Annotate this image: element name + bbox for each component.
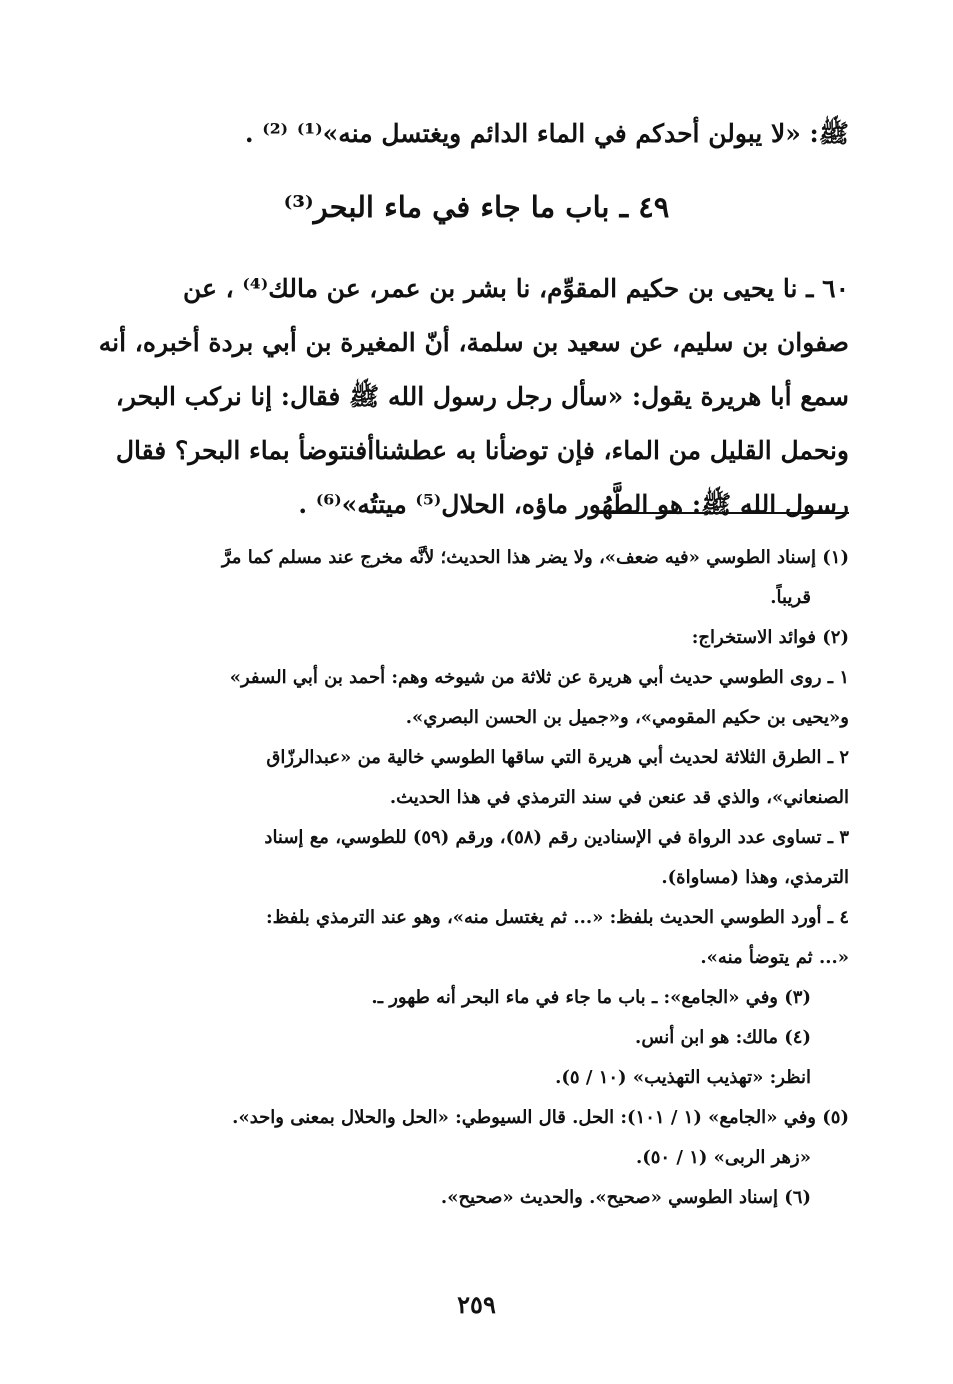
hadith-line: رسول الله ﷺ: هو الطَّهُور ماؤه، الحلال⁽⁵⁾ ميتتُه»⁽⁶⁾ .	[298, 490, 849, 519]
footnote-line: (١) إسناد الطوسي «فيه ضعف»، ولا يضر هذا الحديث؛ لأنَّه مخرج عند مسلم كما مرَّ	[221, 547, 849, 568]
footnote-6	[127, 1178, 849, 1218]
footnote-3	[127, 978, 849, 1018]
footnote-2	[127, 618, 849, 658]
footnote-line: (٥) وفي «الجامع» (١ / ١٠١): الحل. قال السيوطي: «الحل والحلال بمعنى واحد».	[232, 1107, 849, 1128]
hadith-end-line: ﷺ: «لا يبولن أحدكم في الماء الدائم ويغتسل منه»⁽¹⁾ ⁽²⁾ .	[244, 119, 849, 148]
benefit-1	[127, 658, 849, 738]
footnote-4-ref	[127, 1058, 849, 1098]
page-number: ٢٥٩	[457, 1290, 496, 1319]
footnote-line: (٣) وفي «الجامع»: ـ باب ما جاء في ماء البحر أنه طهور ـ.	[371, 987, 811, 1008]
footnote-line: (٤) مالك: هو ابن أنس.	[635, 1027, 811, 1048]
footnote-line: ٤ ـ أورد الطوسي الحديث بلفظ: «... ثم يغتسل منه»، وهو عند الترمذي بلفظ:	[265, 907, 849, 928]
footnote-line: ١ ـ روى الطوسي حديث أبي هريرة عن ثلاثة من شيوخه وهم: أحمد بن أبي السفر»	[229, 667, 849, 688]
footnote-line: قريباً.	[770, 587, 811, 608]
benefit-3	[127, 818, 849, 898]
footnote-line: الصنعاني»، والذي قد عنعن في سند الترمذي في هذا الحديث.	[389, 787, 849, 808]
footnote-line: (٦) إسناد الطوسي «صحيح». والحديث «صحيح».	[440, 1187, 811, 1208]
footnote-line: «زهر الربى» (١ / ٥٠).	[635, 1147, 811, 1168]
hadith-line: ونحمل القليل من الماء، فإن توضأنا به عطشناأفنتوضأ بماء البحر؟ فقال	[115, 436, 849, 465]
footnote-line: ٣ ـ تساوى عدد الرواة في الإسنادين رقم (٥٨)، ورقم (٥٩) للطوسي، مع إسناد	[264, 827, 849, 848]
footnote-5	[127, 1098, 849, 1178]
hadith-line: صفوان بن سليم، عن سعيد بن سلمة، أنّ المغيرة بن أبي بردة أخبره، أنه	[98, 328, 849, 357]
footnote-1	[127, 538, 849, 618]
footnote-line: و«يحيى بن حكيم المقومي»، و«جميل بن الحسن البصري».	[405, 707, 849, 728]
footnote-line: ٢ ـ الطرق الثلاثة لحديث أبي هريرة التي ساقها الطوسي خالية من «عبدالرزّاق	[266, 747, 849, 768]
benefit-4	[127, 898, 849, 978]
hadith-line: ٦٠ ـ نا يحيى بن حكيم المقوِّم، نا بشر بن عمر، عن مالك⁽⁴⁾ ، عن	[182, 274, 849, 303]
footnotes	[127, 538, 849, 1218]
footnote-4	[127, 1018, 849, 1058]
footnote-line: «... ثم يتوضأ منه».	[700, 947, 849, 968]
hadith-line: سمع أبا هريرة يقول: «سأل رجل رسول الله ﷺ فقال: إنا نركب البحر،	[115, 382, 849, 411]
footnote-line: انظر: «تهذيب التهذيب» (١٠ / ٥).	[555, 1067, 811, 1088]
chapter-title: ٤٩ ـ باب ما جاء في ماء البحر⁽³⁾	[283, 190, 670, 224]
footnote-line: (٢) فوائد الاستخراج:	[691, 627, 849, 648]
footnote-separator	[599, 512, 849, 514]
hadith-text	[98, 262, 849, 532]
benefit-2	[127, 738, 849, 818]
footnote-line: الترمذي، وهذا (مساواة).	[661, 867, 849, 888]
